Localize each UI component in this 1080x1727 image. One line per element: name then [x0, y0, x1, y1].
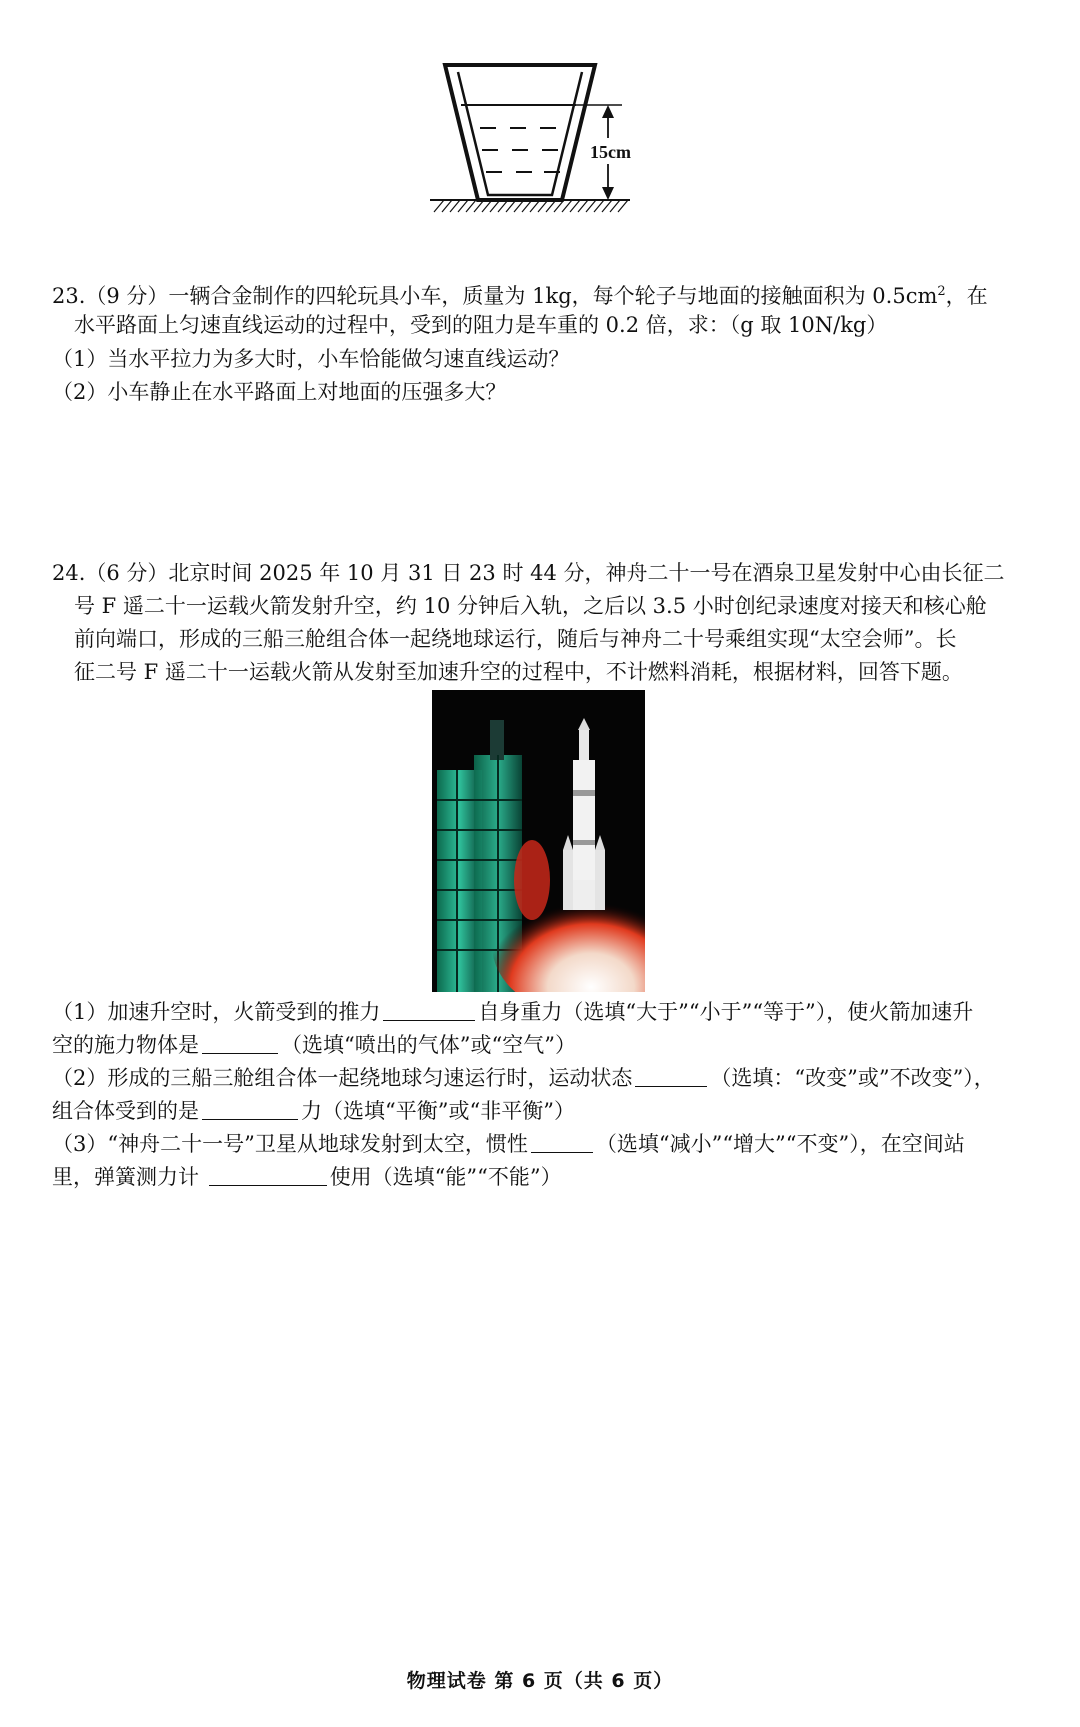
blank-4[interactable]	[202, 1097, 298, 1120]
beaker-figure	[430, 60, 650, 230]
q23-line-1: 23.（9 分）一辆合金制作的四轮玩具小车，质量为 1kg，每个轮子与地面的接触面积为 $0.5cm^2$，在	[52, 284, 988, 308]
q24-subquestion-1-line-2: 空的施力物体是 （选填“喷出的气体”或“空气”）	[52, 1033, 576, 1057]
blank-2[interactable]	[202, 1031, 278, 1054]
blank-3[interactable]	[635, 1064, 707, 1087]
q24-line-3: 前向端口，形成的三船三舱组合体一起绕地球运行，随后与神舟二十号乘组实现“太空会师”。长	[74, 627, 957, 651]
blank-5[interactable]	[531, 1130, 593, 1153]
blank-6[interactable]	[209, 1163, 327, 1186]
page-footer: 物理试卷 第 6 页（共 6 页）	[406, 1670, 674, 1692]
q24-subquestion-2-line-1: （2）形成的三船三舱组合体一起绕地球匀速运行时，运动状态 （选填：“改变”或”不改变”），	[52, 1066, 995, 1090]
q24-subquestion-3-line-1: （3）“神舟二十一号”卫星从地球发射到太空，惯性 （选填“减小”“增大”“不变”），在空间站	[52, 1132, 965, 1156]
q24-line-1: 24.（6 分）北京时间 2025 年 10 月 31 日 23 时 44 分，神舟二十一号在酒泉卫星发射中心由长征二	[52, 561, 1005, 585]
q23-line-2: 水平路面上匀速直线运动的过程中，受到的阻力是车重的 0.2 倍，求：（g 取 10N/kg）	[74, 313, 888, 337]
height-label: 15cm	[590, 142, 631, 162]
q24-line-4: 征二号 F 遥二十一运载火箭从发射至加速升空的过程中，不计燃料消耗，根据材料，回答下题。	[74, 660, 963, 684]
water-dashes	[480, 128, 560, 172]
q24-subquestion-1-line-1: （1）加速升空时，火箭受到的推力 自身重力（选填“大于”“小于”“等于”），使火箭加速升	[52, 1000, 974, 1024]
rocket-launch-photo	[432, 690, 645, 992]
blank-1[interactable]	[383, 998, 475, 1021]
q23-subquestion-2: （2）小车静止在水平路面上对地面的压强多大？	[52, 380, 507, 404]
q24-line-2: 号 F 遥二十一运载火箭发射升空，约 10 分钟后入轨，之后以 3.5 小时创纪录速度对接天和核心舱	[74, 594, 987, 618]
beaker-outline	[445, 65, 595, 200]
q24-subquestion-2-line-2: 组合体受到的是 力（选填“平衡”或“非平衡”）	[52, 1099, 575, 1123]
q24-subquestion-3-line-2: 里，弹簧测力计 使用（选填“能”“不能”）	[52, 1165, 562, 1189]
q23-subquestion-1: （1）当水平拉力为多大时，小车恰能做匀速直线运动？	[52, 347, 570, 371]
